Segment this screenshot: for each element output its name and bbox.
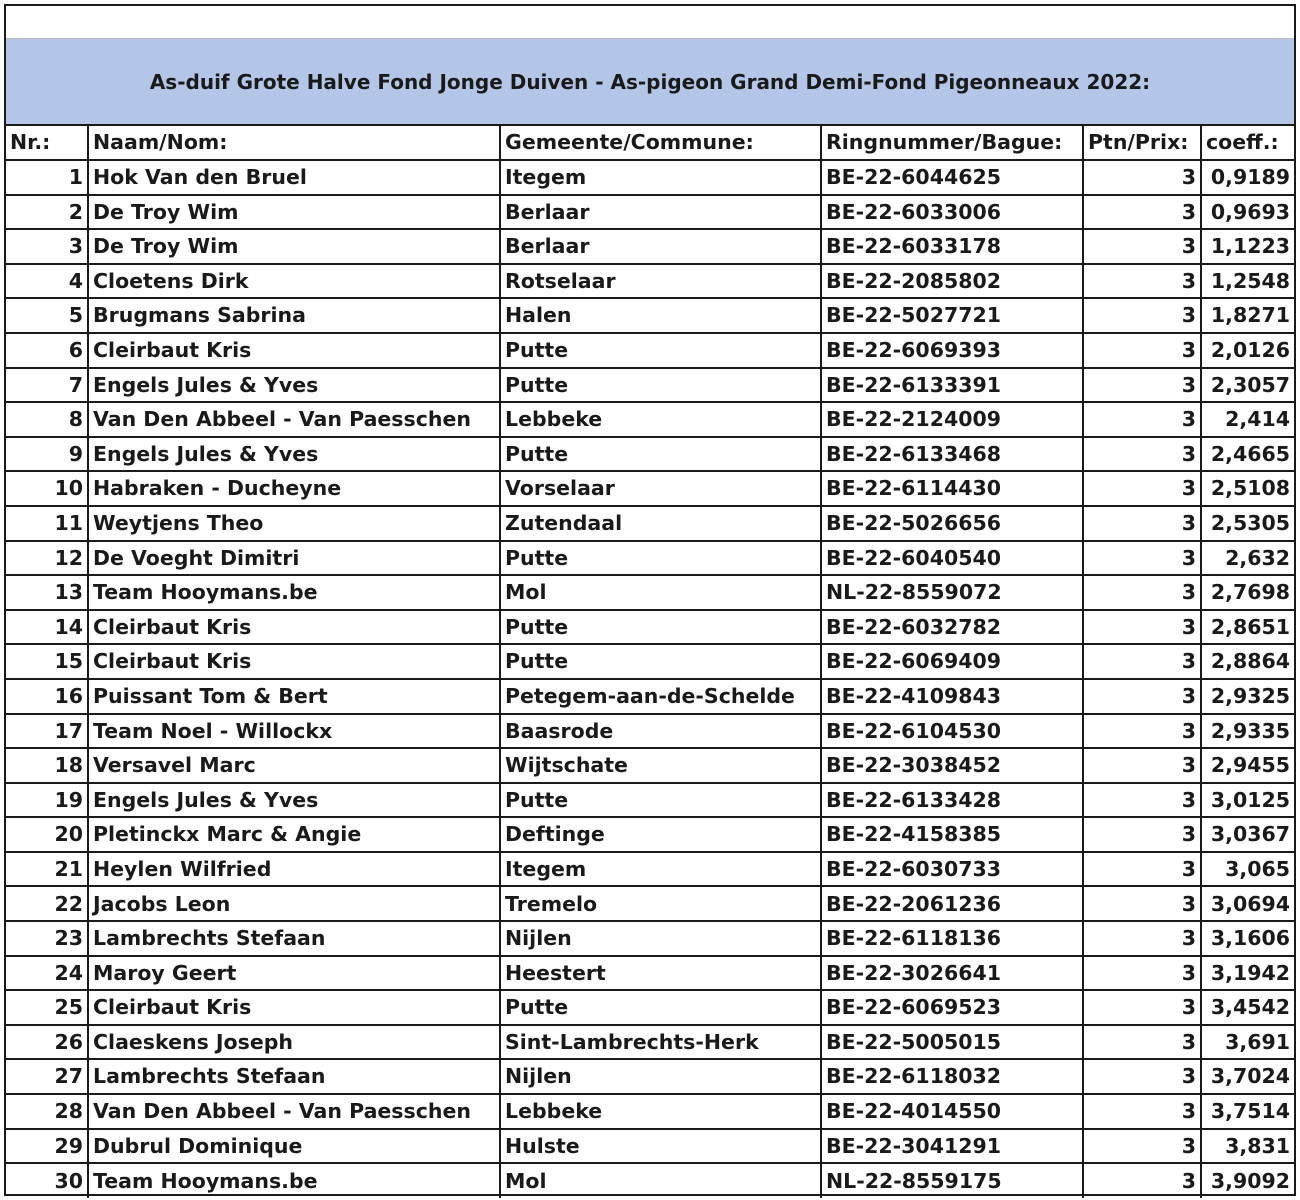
cell-coeff: 3,7024 xyxy=(1201,1059,1294,1094)
table-row xyxy=(6,368,1294,403)
cell-name: De Troy Wim xyxy=(88,195,500,230)
blank-header-row xyxy=(6,6,1294,38)
cell-name: Puissant Tom & Bert xyxy=(88,679,500,714)
cell-city: Putte xyxy=(500,368,821,403)
cell-coeff: 2,8864 xyxy=(1201,644,1294,679)
table-row xyxy=(6,541,1294,576)
cell-nr: 29 xyxy=(6,1129,88,1164)
cell-city: Putte xyxy=(500,437,821,472)
cell-nr: 22 xyxy=(6,886,88,921)
cell-coeff: 3,0694 xyxy=(1201,886,1294,921)
cell-points: 3 xyxy=(1083,575,1201,610)
cell-nr: 15 xyxy=(6,644,88,679)
cell-points: 3 xyxy=(1083,783,1201,818)
table-row xyxy=(6,921,1294,956)
table-row xyxy=(6,1163,1294,1198)
table-row xyxy=(6,714,1294,749)
table-row xyxy=(6,852,1294,887)
table-row xyxy=(6,1094,1294,1129)
cell-city: Heestert xyxy=(500,956,821,991)
cell-ring: BE-22-5027721 xyxy=(821,298,1083,333)
cell-ring: BE-22-6040540 xyxy=(821,541,1083,576)
cell-nr: 2 xyxy=(6,195,88,230)
cell-coeff: 3,0125 xyxy=(1201,783,1294,818)
table-row xyxy=(6,264,1294,299)
cell-coeff: 2,632 xyxy=(1201,541,1294,576)
cell-coeff: 3,691 xyxy=(1201,1025,1294,1060)
column-header-name: Naam/Nom: xyxy=(88,126,500,160)
cell-ring: BE-22-6069409 xyxy=(821,644,1083,679)
table-row xyxy=(6,437,1294,472)
cell-points: 3 xyxy=(1083,506,1201,541)
cell-city: Nijlen xyxy=(500,921,821,956)
table-row xyxy=(6,402,1294,437)
cell-points: 3 xyxy=(1083,1025,1201,1060)
sheet-title: As-duif Grote Halve Fond Jonge Duiven - As-pigeon Grand Demi-Fond Pigeonneaux 2022: xyxy=(6,38,1294,126)
cell-ring: BE-22-5026656 xyxy=(821,506,1083,541)
cell-nr: 23 xyxy=(6,921,88,956)
cell-name: Engels Jules & Yves xyxy=(88,783,500,818)
table-row xyxy=(6,298,1294,333)
cell-name: Jacobs Leon xyxy=(88,886,500,921)
cell-name: Hok Van den Bruel xyxy=(88,160,500,195)
cell-ring: BE-22-6118136 xyxy=(821,921,1083,956)
table-row xyxy=(6,229,1294,264)
cell-coeff: 2,9325 xyxy=(1201,679,1294,714)
cell-name: Van Den Abbeel - Van Paesschen xyxy=(88,1094,500,1129)
cell-city: Itegem xyxy=(500,160,821,195)
cell-nr: 8 xyxy=(6,402,88,437)
cell-name: Heylen Wilfried xyxy=(88,852,500,887)
cell-city: Lebbeke xyxy=(500,402,821,437)
cell-points: 3 xyxy=(1083,748,1201,783)
cell-name: De Troy Wim xyxy=(88,229,500,264)
cell-nr: 12 xyxy=(6,541,88,576)
table-row xyxy=(6,644,1294,679)
cell-coeff: 3,0367 xyxy=(1201,817,1294,852)
cell-coeff: 0,9189 xyxy=(1201,160,1294,195)
cell-ring: BE-22-6133468 xyxy=(821,437,1083,472)
cell-city: Putte xyxy=(500,333,821,368)
cell-nr: 6 xyxy=(6,333,88,368)
cell-city: Tremelo xyxy=(500,886,821,921)
cell-points: 3 xyxy=(1083,921,1201,956)
column-header-nr: Nr.: xyxy=(6,126,88,160)
cell-ring: BE-22-6104530 xyxy=(821,714,1083,749)
cell-nr: 5 xyxy=(6,298,88,333)
table-row xyxy=(6,956,1294,991)
cell-name: Cleirbaut Kris xyxy=(88,333,500,368)
cell-points: 3 xyxy=(1083,471,1201,506)
table-row xyxy=(6,160,1294,195)
cell-name: Team Noel - Willockx xyxy=(88,714,500,749)
cell-ring: BE-22-2085802 xyxy=(821,264,1083,299)
cell-ring: BE-22-6133428 xyxy=(821,783,1083,818)
cell-coeff: 0,9693 xyxy=(1201,195,1294,230)
column-header-points: Ptn/Prix: xyxy=(1083,126,1201,160)
cell-name: Pletinckx Marc & Angie xyxy=(88,817,500,852)
cell-city: Petegem-aan-de-Schelde xyxy=(500,679,821,714)
cell-ring: BE-22-6033178 xyxy=(821,229,1083,264)
cell-name: Dubrul Dominique xyxy=(88,1129,500,1164)
table-row xyxy=(6,1059,1294,1094)
cell-points: 3 xyxy=(1083,956,1201,991)
cell-ring: BE-22-6133391 xyxy=(821,368,1083,403)
cell-name: Cleirbaut Kris xyxy=(88,990,500,1025)
cell-city: Putte xyxy=(500,610,821,645)
cell-city: Wijtschate xyxy=(500,748,821,783)
cell-coeff: 3,7514 xyxy=(1201,1094,1294,1129)
cell-name: Engels Jules & Yves xyxy=(88,368,500,403)
cell-city: Itegem xyxy=(500,852,821,887)
cell-ring: BE-22-4158385 xyxy=(821,817,1083,852)
cell-city: Halen xyxy=(500,298,821,333)
cell-nr: 16 xyxy=(6,679,88,714)
cell-ring: BE-22-2124009 xyxy=(821,402,1083,437)
cell-coeff: 2,8651 xyxy=(1201,610,1294,645)
cell-points: 3 xyxy=(1083,229,1201,264)
cell-name: De Voeght Dimitri xyxy=(88,541,500,576)
cell-nr: 7 xyxy=(6,368,88,403)
cell-coeff: 3,831 xyxy=(1201,1129,1294,1164)
cell-ring: BE-22-6069393 xyxy=(821,333,1083,368)
cell-coeff: 2,4665 xyxy=(1201,437,1294,472)
table-row xyxy=(6,471,1294,506)
cell-points: 3 xyxy=(1083,852,1201,887)
cell-name: Lambrechts Stefaan xyxy=(88,921,500,956)
table-row xyxy=(6,333,1294,368)
cell-ring: BE-22-6033006 xyxy=(821,195,1083,230)
cell-name: Team Hooymans.be xyxy=(88,575,500,610)
cell-nr: 14 xyxy=(6,610,88,645)
cell-nr: 25 xyxy=(6,990,88,1025)
cell-name: Claeskens Joseph xyxy=(88,1025,500,1060)
cell-nr: 11 xyxy=(6,506,88,541)
cell-points: 3 xyxy=(1083,160,1201,195)
table-row xyxy=(6,990,1294,1025)
cell-city: Nijlen xyxy=(500,1059,821,1094)
cell-city: Putte xyxy=(500,783,821,818)
results-sheet xyxy=(4,4,1296,1196)
cell-city: Sint-Lambrechts-Herk xyxy=(500,1025,821,1060)
cell-points: 3 xyxy=(1083,541,1201,576)
cell-city: Deftinge xyxy=(500,817,821,852)
column-header-city: Gemeente/Commune: xyxy=(500,126,821,160)
table-row xyxy=(6,783,1294,818)
cell-points: 3 xyxy=(1083,679,1201,714)
cell-nr: 19 xyxy=(6,783,88,818)
cell-city: Zutendaal xyxy=(500,506,821,541)
cell-name: Van Den Abbeel - Van Paesschen xyxy=(88,402,500,437)
cell-nr: 26 xyxy=(6,1025,88,1060)
cell-name: Cleirbaut Kris xyxy=(88,644,500,679)
cell-city: Baasrode xyxy=(500,714,821,749)
cell-city: Lebbeke xyxy=(500,1094,821,1129)
cell-city: Mol xyxy=(500,1163,821,1198)
cell-coeff: 2,5108 xyxy=(1201,471,1294,506)
table-row xyxy=(6,679,1294,714)
cell-nr: 20 xyxy=(6,817,88,852)
cell-name: Lambrechts Stefaan xyxy=(88,1059,500,1094)
table-row xyxy=(6,817,1294,852)
table-row xyxy=(6,886,1294,921)
cell-city: Putte xyxy=(500,990,821,1025)
cell-name: Engels Jules & Yves xyxy=(88,437,500,472)
cell-points: 3 xyxy=(1083,437,1201,472)
table-row xyxy=(6,610,1294,645)
cell-city: Rotselaar xyxy=(500,264,821,299)
column-header-ring: Ringnummer/Bague: xyxy=(821,126,1083,160)
cell-city: Berlaar xyxy=(500,195,821,230)
cell-coeff: 2,3057 xyxy=(1201,368,1294,403)
cell-nr: 13 xyxy=(6,575,88,610)
cell-ring: BE-22-3041291 xyxy=(821,1129,1083,1164)
cell-ring: BE-22-3038452 xyxy=(821,748,1083,783)
cell-coeff: 2,9335 xyxy=(1201,714,1294,749)
cell-city: Hulste xyxy=(500,1129,821,1164)
cell-points: 3 xyxy=(1083,817,1201,852)
cell-coeff: 1,2548 xyxy=(1201,264,1294,299)
cell-nr: 27 xyxy=(6,1059,88,1094)
cell-coeff: 2,0126 xyxy=(1201,333,1294,368)
cell-nr: 4 xyxy=(6,264,88,299)
cell-coeff: 1,8271 xyxy=(1201,298,1294,333)
cell-nr: 21 xyxy=(6,852,88,887)
cell-points: 3 xyxy=(1083,298,1201,333)
cell-nr: 10 xyxy=(6,471,88,506)
table-row xyxy=(6,1025,1294,1060)
cell-nr: 9 xyxy=(6,437,88,472)
results-table xyxy=(6,126,1294,1198)
cell-ring: BE-22-2061236 xyxy=(821,886,1083,921)
cell-city: Vorselaar xyxy=(500,471,821,506)
results-body xyxy=(6,160,1294,1198)
cell-coeff: 2,7698 xyxy=(1201,575,1294,610)
cell-nr: 1 xyxy=(6,160,88,195)
cell-coeff: 3,4542 xyxy=(1201,990,1294,1025)
cell-nr: 18 xyxy=(6,748,88,783)
cell-nr: 3 xyxy=(6,229,88,264)
table-row xyxy=(6,575,1294,610)
cell-nr: 28 xyxy=(6,1094,88,1129)
cell-points: 3 xyxy=(1083,714,1201,749)
cell-city: Putte xyxy=(500,644,821,679)
cell-ring: BE-22-4109843 xyxy=(821,679,1083,714)
cell-nr: 30 xyxy=(54,1168,83,1193)
cell-points: 3 xyxy=(1083,1059,1201,1094)
cell-points: 3 xyxy=(1083,1129,1201,1164)
cell-nr: 24 xyxy=(6,956,88,991)
cell-city: Putte xyxy=(500,541,821,576)
cell-ring: BE-22-4014550 xyxy=(821,1094,1083,1129)
cell-points: 3 xyxy=(1083,886,1201,921)
cell-points: 3 xyxy=(1083,644,1201,679)
cell-coeff: 3,1942 xyxy=(1201,956,1294,991)
cell-ring: BE-22-6032782 xyxy=(821,610,1083,645)
cell-points: 3 xyxy=(1083,402,1201,437)
table-row xyxy=(6,506,1294,541)
cell-name: Team Hooymans.be xyxy=(88,1163,500,1198)
table-row xyxy=(6,1129,1294,1164)
column-header-coeff: coeff.: xyxy=(1201,126,1294,160)
cell-ring: NL-22-8559175 xyxy=(821,1163,1083,1198)
cell-points: 3 xyxy=(1083,1163,1201,1198)
cell-name: Versavel Marc xyxy=(88,748,500,783)
cell-coeff: 3,1606 xyxy=(1201,921,1294,956)
cell-name: Cloetens Dirk xyxy=(88,264,500,299)
cell-coeff: 2,9455 xyxy=(1201,748,1294,783)
cell-points: 3 xyxy=(1083,610,1201,645)
cell-name: Maroy Geert xyxy=(88,956,500,991)
cell-name: Brugmans Sabrina xyxy=(88,298,500,333)
cell-points: 3 xyxy=(1083,195,1201,230)
header-row xyxy=(6,126,1294,160)
cell-ring: BE-22-3026641 xyxy=(821,956,1083,991)
table-row xyxy=(6,748,1294,783)
cell-points: 3 xyxy=(1083,264,1201,299)
cell-coeff: 2,414 xyxy=(1201,402,1294,437)
cell-points: 3 xyxy=(1083,1094,1201,1129)
cell-coeff: 3,9092 xyxy=(1201,1163,1294,1198)
cell-ring: BE-22-5005015 xyxy=(821,1025,1083,1060)
cell-points: 3 xyxy=(1083,333,1201,368)
cell-coeff: 1,1223 xyxy=(1201,229,1294,264)
cell-name: Weytjens Theo xyxy=(88,506,500,541)
cell-city: Berlaar xyxy=(500,229,821,264)
cell-name: Cleirbaut Kris xyxy=(88,610,500,645)
cell-ring: BE-22-6069523 xyxy=(821,990,1083,1025)
cell-ring: BE-22-6114430 xyxy=(821,471,1083,506)
cell-coeff: 2,5305 xyxy=(1201,506,1294,541)
cell-points: 3 xyxy=(1083,990,1201,1025)
cell-coeff: 3,065 xyxy=(1201,852,1294,887)
cell-points: 3 xyxy=(1083,368,1201,403)
cell-ring: BE-22-6030733 xyxy=(821,852,1083,887)
cell-ring: BE-22-6044625 xyxy=(821,160,1083,195)
cell-name: Habraken - Ducheyne xyxy=(88,471,500,506)
cell-ring: BE-22-6118032 xyxy=(821,1059,1083,1094)
cell-city: Mol xyxy=(500,575,821,610)
cell-ring: NL-22-8559072 xyxy=(821,575,1083,610)
cell-nr: 17 xyxy=(6,714,88,749)
table-row xyxy=(6,195,1294,230)
